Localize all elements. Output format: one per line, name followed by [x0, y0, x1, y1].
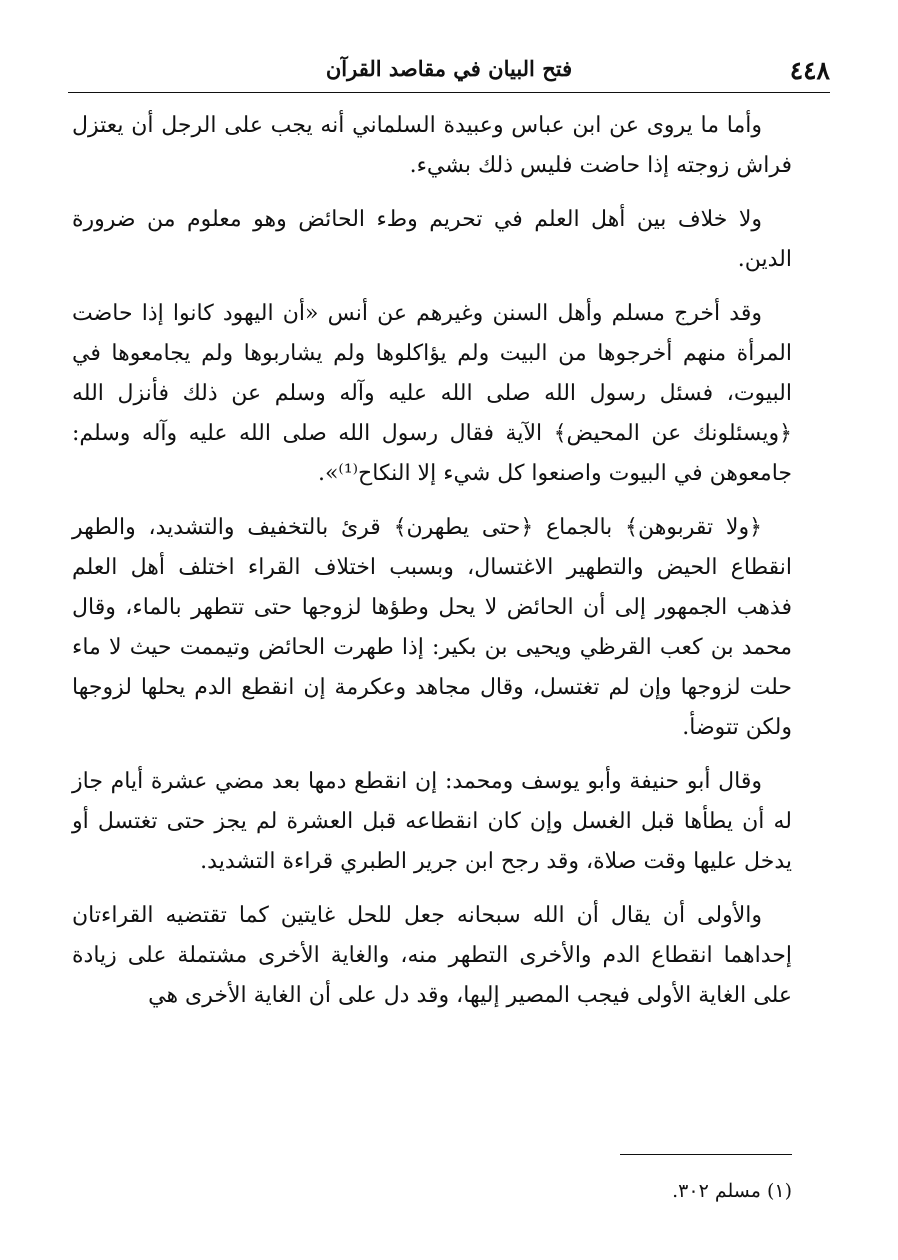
running-title: فتح البيان في مقاصد القرآن	[325, 56, 573, 81]
page-number: ٤٤٨	[789, 56, 830, 85]
page-header	[68, 50, 830, 90]
paragraph-1: وأما ما يروى عن ابن عباس وعبيدة السلماني أنه يجب على الرجل أن يعتزل فراش زوجته إذا حاضت فليس ذلك بشيء.	[72, 113, 792, 178]
paragraph-6: والأولى أن يقال أن الله سبحانه جعل للحل غايتين كما تقتضيه القراءتان إحداهما انقطاع الدم والأخرى التطهر منه، والغاية الأخرى مشتملة على زيادة على الغاية الأولى فيجب المصير إليها، وقد دل على أن الغاية الأخرى هي	[72, 903, 792, 1008]
footnote: (١) مسلم ٣٠٢.	[672, 1180, 792, 1202]
paragraph-4: ﴿ولا تقربوهن﴾ بالجماع ﴿حتى يطهرن﴾ قرئ بالتخفيف والتشديد، والطهر انقطاع الحيض والتطهير الاغتسال، وبسبب اختلاف القراء اختلف أهل العلم فذهب الجمهور إلى أن الحائض لا يحل وطؤها لزوجها حتى تتطهر بالماء، وقال محمد بن كعب القرظي ويحيى بن بكير: إذا طهرت الحائض وتيممت حيث لا ماء حلت لزوجها وإن لم تغتسل، وقال مجاهد وعكرمة إن انقطع الدم يحلها لزوجها ولكن تتوضأ.	[72, 515, 792, 740]
header-rule	[68, 92, 830, 93]
paragraph-5: وقال أبو حنيفة وأبو يوسف ومحمد: إن انقطع دمها بعد مضي عشرة أيام جاز له أن يطأها قبل الغسل وإن كان انقطاعه قبل العشرة لم يجز حتى تغتسل أو يدخل عليها وقت صلاة، وقد رجح ابن جرير الطبري قراءة التشديد.	[72, 769, 792, 874]
footnote-rule	[620, 1154, 792, 1155]
body-text	[72, 106, 792, 1030]
paragraph-2: ولا خلاف بين أهل العلم في تحريم وطء الحائض وهو معلوم من ضرورة الدين.	[72, 207, 792, 272]
paragraph-3: وقد أخرج مسلم وأهل السنن وغيرهم عن أنس «أن اليهود كانوا إذا حاضت المرأة منهم أخرجوها من البيت ولم يؤاكلوها ولم يشاربوها ولم يجامعوها في البيوت، فسئل رسول الله صلى الله عليه وآله وسلم عن ذلك فأنزل الله ﴿ويسئلونك عن المحيض﴾ الآية فقال رسول الله صلى الله عليه وآله وسلم: جامعوهن في البيوت واصنعوا كل شيء إلا النكاح⁽¹⁾».	[72, 301, 792, 486]
